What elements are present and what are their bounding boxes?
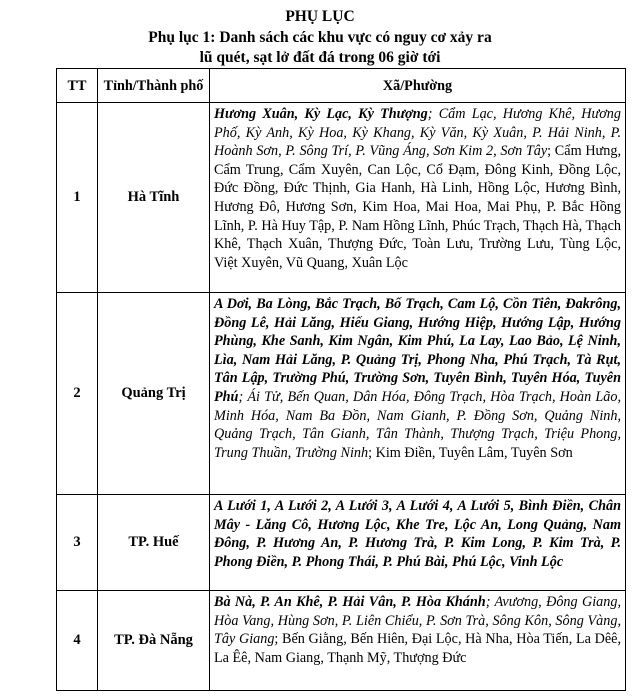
wards-list — [210, 293, 626, 495]
row-number: 2 — [57, 293, 98, 495]
row-number: 4 — [57, 591, 98, 691]
province-name: TP. Huế — [98, 495, 210, 591]
page-title: PHỤ LỤC — [285, 8, 355, 25]
table-row — [57, 591, 626, 691]
appendix-subtitle-line-1: Phụ lục 1: Danh sách các khu vực có nguy cơ xảy ra — [148, 29, 492, 46]
table-row — [57, 495, 626, 591]
wards-highest-risk: A Lưới 1, A Lưới 2, A Lưới 3, A Lưới 4, A Lưới 5, Bình Điền, Chân Mây - Lăng Cô, Hương Lộc, Khe Tre, Lộc An, Long Quảng, Nam Đông, P. Hương An, P. Hương Trà, P. Kim Long, P. Kim Trà, P. Phong Điền, P. Phong Thái, P. Phú Bài, Phú Lộc, Vinh Lộc — [214, 498, 621, 570]
wards-highest-risk: Bà Nà, P. An Khê, P. Hải Vân, P. Hòa Khánh — [214, 594, 486, 610]
wards-list — [210, 495, 626, 591]
header-tt: TT — [57, 69, 98, 103]
wards-risk: ; Kim Điền, Tuyên Lâm, Tuyên Sơn — [368, 444, 573, 461]
wards-risk: ; Bến Giằng, Bến Hiên, Đại Lộc, Hà Nha, Hòa Tiến, La Dêê, La Êê, Nam Giang, Thạnh Mỹ, Thượng Đức — [214, 631, 621, 666]
header-wards: Xã/Phường — [210, 69, 626, 103]
wards-list — [210, 103, 626, 293]
table-row — [57, 293, 626, 495]
wards-risk: ; Cẩm Hưng, Cẩm Trung, Cẩm Xuyên, Can Lộc, Cổ Đạm, Đông Kinh, Đồng Lộc, Đức Đồng, Đức Thịnh, Gia Hanh, Hà Linh, Hồng Lộc, Hương Bình, Hương Đô, Hương Sơn, Kim Hoa, Mai Hoa, Mai Phụ, P. Bắc Hồng Lĩnh, P. Hà Huy Tập, P. Nam Hồng Lĩnh, Phúc Trạch, Thạch Hà, Thạch Khê, Thạch Xuân, Thượng Đức, Toàn Lưu, Trường Lưu, Tùng Lộc, Việt Xuyên, Vũ Quang, Xuân Lộc — [214, 143, 621, 271]
province-name: Quảng Trị — [98, 293, 210, 495]
row-number: 3 — [57, 495, 98, 591]
appendix-subtitle-line-2: lũ quét, sạt lở đất đá trong 06 giờ tới — [199, 49, 441, 66]
header-province: Tỉnh/Thành phố — [98, 69, 210, 103]
wards-highest-risk: A Dơi, Ba Lòng, Bắc Trạch, Bố Trạch, Cam Lộ, Cồn Tiên, Đakrông, Đồng Lê, Hải Lăng, Hiếu Giang, Hướng Hiệp, Hướng Lập, Hướng Phùng, Khe Sanh, Kim Ngân, Kim Phú, La Lay, Lao Bảo, Lệ Ninh, Lìa, Nam Hải Lăng, P. Quảng Trị, Phong Nha, Phú Trạch, Tà Rụt, Tân Lập, Trường Phú, Trường Sơn, Tuyên Bình, Tuyên Hóa, Tuyên Phú — [214, 296, 621, 405]
wards-list — [210, 591, 626, 691]
province-name: TP. Đà Nẵng — [98, 591, 210, 691]
wards-high-risk: ; Avương, Đông Giang, Hòa Vang, Hùng Sơn, P. Liên Chiểu, P. Sơn Trà, Sông Kôn, Sông Vàng, Tây Giang — [214, 594, 621, 648]
wards-highest-risk: Hương Xuân, Kỳ Lạc, Kỳ Thượng — [214, 106, 428, 122]
table-header-row — [57, 69, 626, 103]
risk-areas-table — [56, 68, 626, 691]
wards-high-risk: ; Ái Tử, Bến Quan, Dân Hóa, Đông Trạch, Hòa Trạch, Hoàn Lão, Minh Hóa, Nam Ba Đồn, Nam Gianh, P. Đồng Sơn, Quảng Ninh, Quảng Trạch, Tân Gianh, Tân Thành, Thượng Trạch, Triệu Phong, Trung Thuần, Trường Ninh — [214, 388, 621, 461]
row-number: 1 — [57, 103, 98, 293]
wards-high-risk: ; Cẩm Lạc, Hương Khê, Hương Phố, Kỳ Anh, Kỳ Hoa, Kỳ Khang, Kỳ Văn, Kỳ Xuân, P. Hải Ninh, P. Hoành Sơn, P. Sông Trí, P. Vũng Áng, Sơn Kim 2, Sơn Tây — [214, 106, 621, 160]
province-name: Hà Tĩnh — [98, 103, 210, 293]
table-row — [57, 103, 626, 293]
